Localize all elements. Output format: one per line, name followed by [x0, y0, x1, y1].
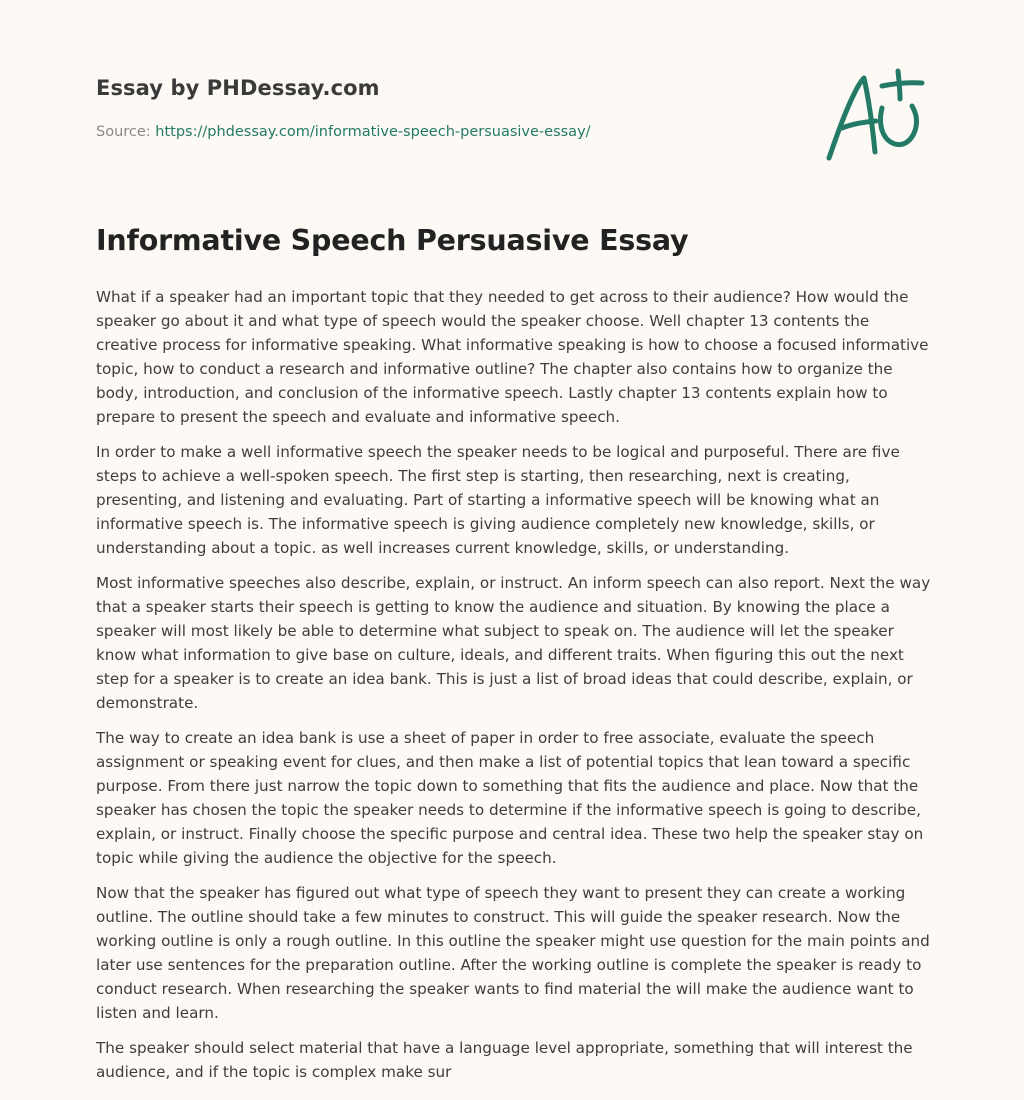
- essay-paragraph: Most informative speeches also describe, explain, or instruct. An inform speech can also report. Next the way that a speaker starts their speech is getting to know the audience and situation. By knowing the place a speaker will most likely be able to determine what subject to speak on. The audience will let the speaker know what information to give base on culture, ideals, and different traits. When figuring this out the next step for a speaker is to create an idea bank. This is just a list of broad ideas that could describe, explain, or demonstrate.: [96, 574, 931, 712]
- source-link[interactable]: https://phdessay.com/informative-speech-persuasive-essay/: [155, 124, 591, 140]
- essay-paragraph: In order to make a well informative speech the speaker needs to be logical and purposeful. There are five steps to achieve a well-spoken speech. The first step is starting, then researching, next is creating, presenting, and listening and evaluating. Part of starting a informative speech will be knowing what an informative speech is. The informative speech is giving audience completely new knowledge, skills, or understanding about a topic. as well increases current knowledge, skills, or understanding.: [96, 443, 900, 557]
- a-plus-logo-icon: [818, 66, 928, 166]
- essay-paragraph: What if a speaker had an important topic that they needed to get across to their audience? How would the speaker go about it and what type of speech would the speaker choose. Well chapter 13 contents the creative process for informative speaking. What informative speaking is how to choose a focused informative topic, how to conduct a research and informative outline? The chapter also contains how to organize the body, introduction, and conclusion of the informative speech. Lastly chapter 13 contents explain how to prepare to present the speech and evaluate and informative speech.: [96, 288, 929, 426]
- essay-paragraph: The speaker should select material that have a language level appropriate, something that will interest the audience, and if the topic is complex make sur: [96, 1039, 913, 1081]
- brand-title: Essay by PHDessay.com: [96, 76, 380, 100]
- source-line: [96, 124, 591, 140]
- source-label: Source:: [96, 124, 151, 140]
- essay-paragraph: The way to create an idea bank is use a sheet of paper in order to free associate, evaluate the speech assignment or speaking event for clues, and then make a list of potential topics that lean toward a specific purpose. From there just narrow the topic down to something that fits the audience and place. Now that the speaker has chosen the topic the speaker needs to determine if the informative speech is going to describe, explain, or instruct. Finally choose the specific purpose and central idea. These two help the speaker stay on topic while giving the audience the objective for the speech.: [96, 729, 924, 867]
- logo-plus-horizontal: [882, 83, 922, 86]
- logo-u-curve: [881, 106, 917, 145]
- logo-a-stroke: [829, 78, 875, 158]
- essay-body: [96, 285, 932, 1095]
- essay-title: Informative Speech Persuasive Essay: [96, 224, 689, 257]
- essay-paragraph: Now that the speaker has figured out what type of speech they want to present they can create a working outline. The outline should take a few minutes to construct. This will guide the speaker research. Now the working outline is only a rough outline. In this outline the speaker might use question for the main points and later use sentences for the preparation outline. After the working outline is complete the speaker is ready to conduct research. When researching the speaker wants to find material the will make the audience want to listen and learn.: [96, 884, 930, 1022]
